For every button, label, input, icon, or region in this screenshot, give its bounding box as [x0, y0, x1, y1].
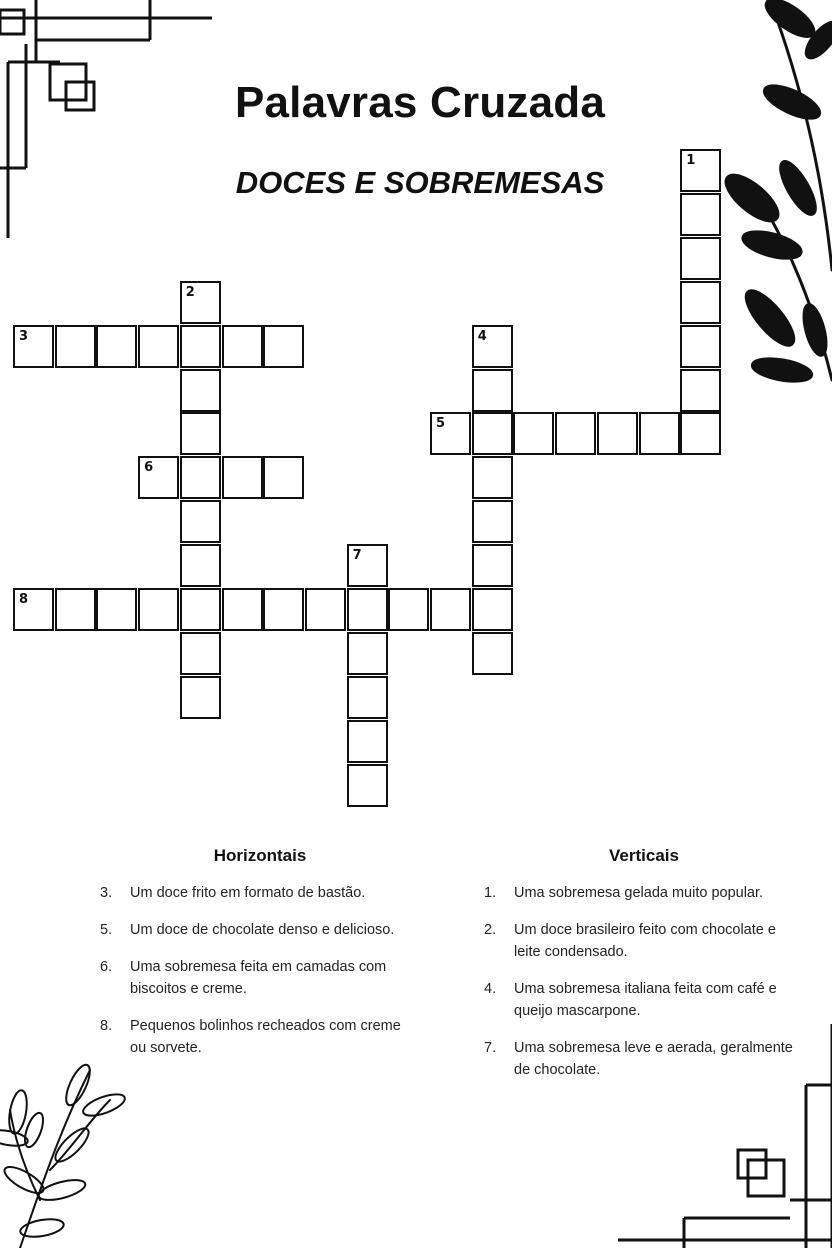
crossword-cell[interactable] [347, 764, 388, 807]
crossword-cell[interactable] [305, 588, 346, 631]
crossword-cell[interactable] [472, 544, 513, 587]
crossword-cell[interactable] [180, 456, 221, 499]
clue-down-1 [484, 882, 804, 904]
crossword-cell[interactable] [263, 588, 304, 631]
crossword-cell[interactable] [55, 325, 96, 368]
crossword-cell[interactable] [639, 412, 680, 455]
crossword-cell[interactable] [138, 588, 179, 631]
clue-number: 6. [100, 959, 113, 975]
clue-across-6 [100, 956, 420, 1000]
page-subtitle: DOCES E SOBREMESAS [235, 165, 605, 200]
clue-number-label: 3 [19, 328, 29, 344]
crossword-cell[interactable] [138, 325, 179, 368]
clue-text: Pequenos bolinhos recheados com creme ou sorvete. [130, 1018, 401, 1056]
crossword-cell[interactable] [263, 456, 304, 499]
clue-across-8 [100, 1015, 420, 1059]
crossword-cell[interactable] [180, 412, 221, 455]
crossword-cell[interactable] [222, 456, 263, 499]
crossword-cell[interactable] [513, 412, 554, 455]
clue-number: 7. [484, 1040, 497, 1056]
crossword-cell[interactable] [680, 281, 721, 324]
crossword-cell[interactable] [55, 588, 96, 631]
crossword-cell[interactable] [263, 325, 304, 368]
crossword-cell[interactable] [180, 281, 221, 324]
crossword-cell[interactable] [680, 369, 721, 412]
clue-number-label: 7 [352, 548, 362, 564]
crossword-cell[interactable] [96, 588, 137, 631]
crossword-cell[interactable] [180, 369, 221, 412]
crossword-cell[interactable] [680, 237, 721, 280]
crossword-cell[interactable] [347, 720, 388, 763]
clue-number-label: 5 [436, 416, 446, 432]
clue-across-3 [100, 882, 420, 904]
crossword-cell[interactable] [472, 325, 513, 368]
crossword-cell[interactable] [96, 325, 137, 368]
crossword-cell[interactable] [347, 588, 388, 631]
crossword-cell[interactable] [472, 456, 513, 499]
crossword-cell[interactable] [347, 544, 388, 587]
crossword-cell[interactable] [430, 412, 471, 455]
crossword-cell[interactable] [13, 325, 54, 368]
crossword-cell[interactable] [180, 632, 221, 675]
crossword-cell[interactable] [680, 412, 721, 455]
clue-number: 1. [484, 885, 497, 901]
page-title: Palavras Cruzada [234, 78, 606, 127]
clue-text: Um doce frito em formato de bastão. [130, 885, 366, 901]
across-clues [100, 846, 420, 1074]
crossword-cell[interactable] [430, 588, 471, 631]
clue-number-label: 4 [477, 328, 487, 344]
crossword-cell[interactable] [180, 544, 221, 587]
crossword-cell[interactable] [180, 325, 221, 368]
clue-number: 5. [100, 922, 113, 938]
clue-number: 8. [100, 1018, 113, 1034]
crossword-cell[interactable] [472, 369, 513, 412]
crossword-cell[interactable] [555, 412, 596, 455]
clue-text: Uma sobremesa italiana feita com café e queijo mascarpone. [514, 981, 777, 1019]
clue-text: Uma sobremesa leve e aerada, geralmente de chocolate. [514, 1040, 793, 1078]
clue-text: Um doce de chocolate denso e delicioso. [130, 922, 395, 938]
clue-number: 3. [100, 885, 113, 901]
crossword-cell[interactable] [680, 149, 721, 192]
clue-number: 2. [484, 922, 497, 938]
clue-number-label: 6 [144, 460, 154, 476]
crossword-cell[interactable] [472, 632, 513, 675]
clue-number-label: 1 [686, 153, 696, 168]
crossword-cell[interactable] [13, 588, 54, 631]
crossword-cell[interactable] [347, 632, 388, 675]
crossword-cell[interactable] [388, 588, 429, 631]
clue-text: Um doce brasileiro feito com chocolate e leite condensado. [514, 922, 776, 960]
crossword-cell[interactable] [180, 500, 221, 543]
crossword-cell[interactable] [597, 412, 638, 455]
clue-number: 4. [484, 981, 497, 997]
clue-number-label: 2 [185, 284, 195, 300]
crossword-cell[interactable] [472, 500, 513, 543]
clue-across-5 [100, 919, 420, 941]
crossword-cell[interactable] [138, 456, 179, 499]
crossword-cell[interactable] [472, 588, 513, 631]
clue-text: Uma sobremesa gelada muito popular. [514, 885, 764, 901]
clue-down-2 [484, 919, 804, 963]
clue-number-label: 8 [19, 592, 29, 607]
crossword-cell[interactable] [472, 412, 513, 455]
clue-down-4 [484, 978, 804, 1022]
clue-down-7 [484, 1037, 804, 1081]
across-heading: Horizontais [213, 846, 307, 865]
clue-text: Uma sobremesa feita em camadas com biscoitos e creme. [130, 959, 387, 997]
crossword-cell[interactable] [680, 193, 721, 236]
down-clues [484, 846, 804, 1096]
crossword-cell[interactable] [222, 588, 263, 631]
crossword-cell[interactable] [180, 676, 221, 719]
down-heading: Verticais [609, 846, 679, 865]
crossword-cell[interactable] [222, 325, 263, 368]
crossword-cell[interactable] [347, 676, 388, 719]
crossword-cell[interactable] [180, 588, 221, 631]
crossword-cell[interactable] [680, 325, 721, 368]
